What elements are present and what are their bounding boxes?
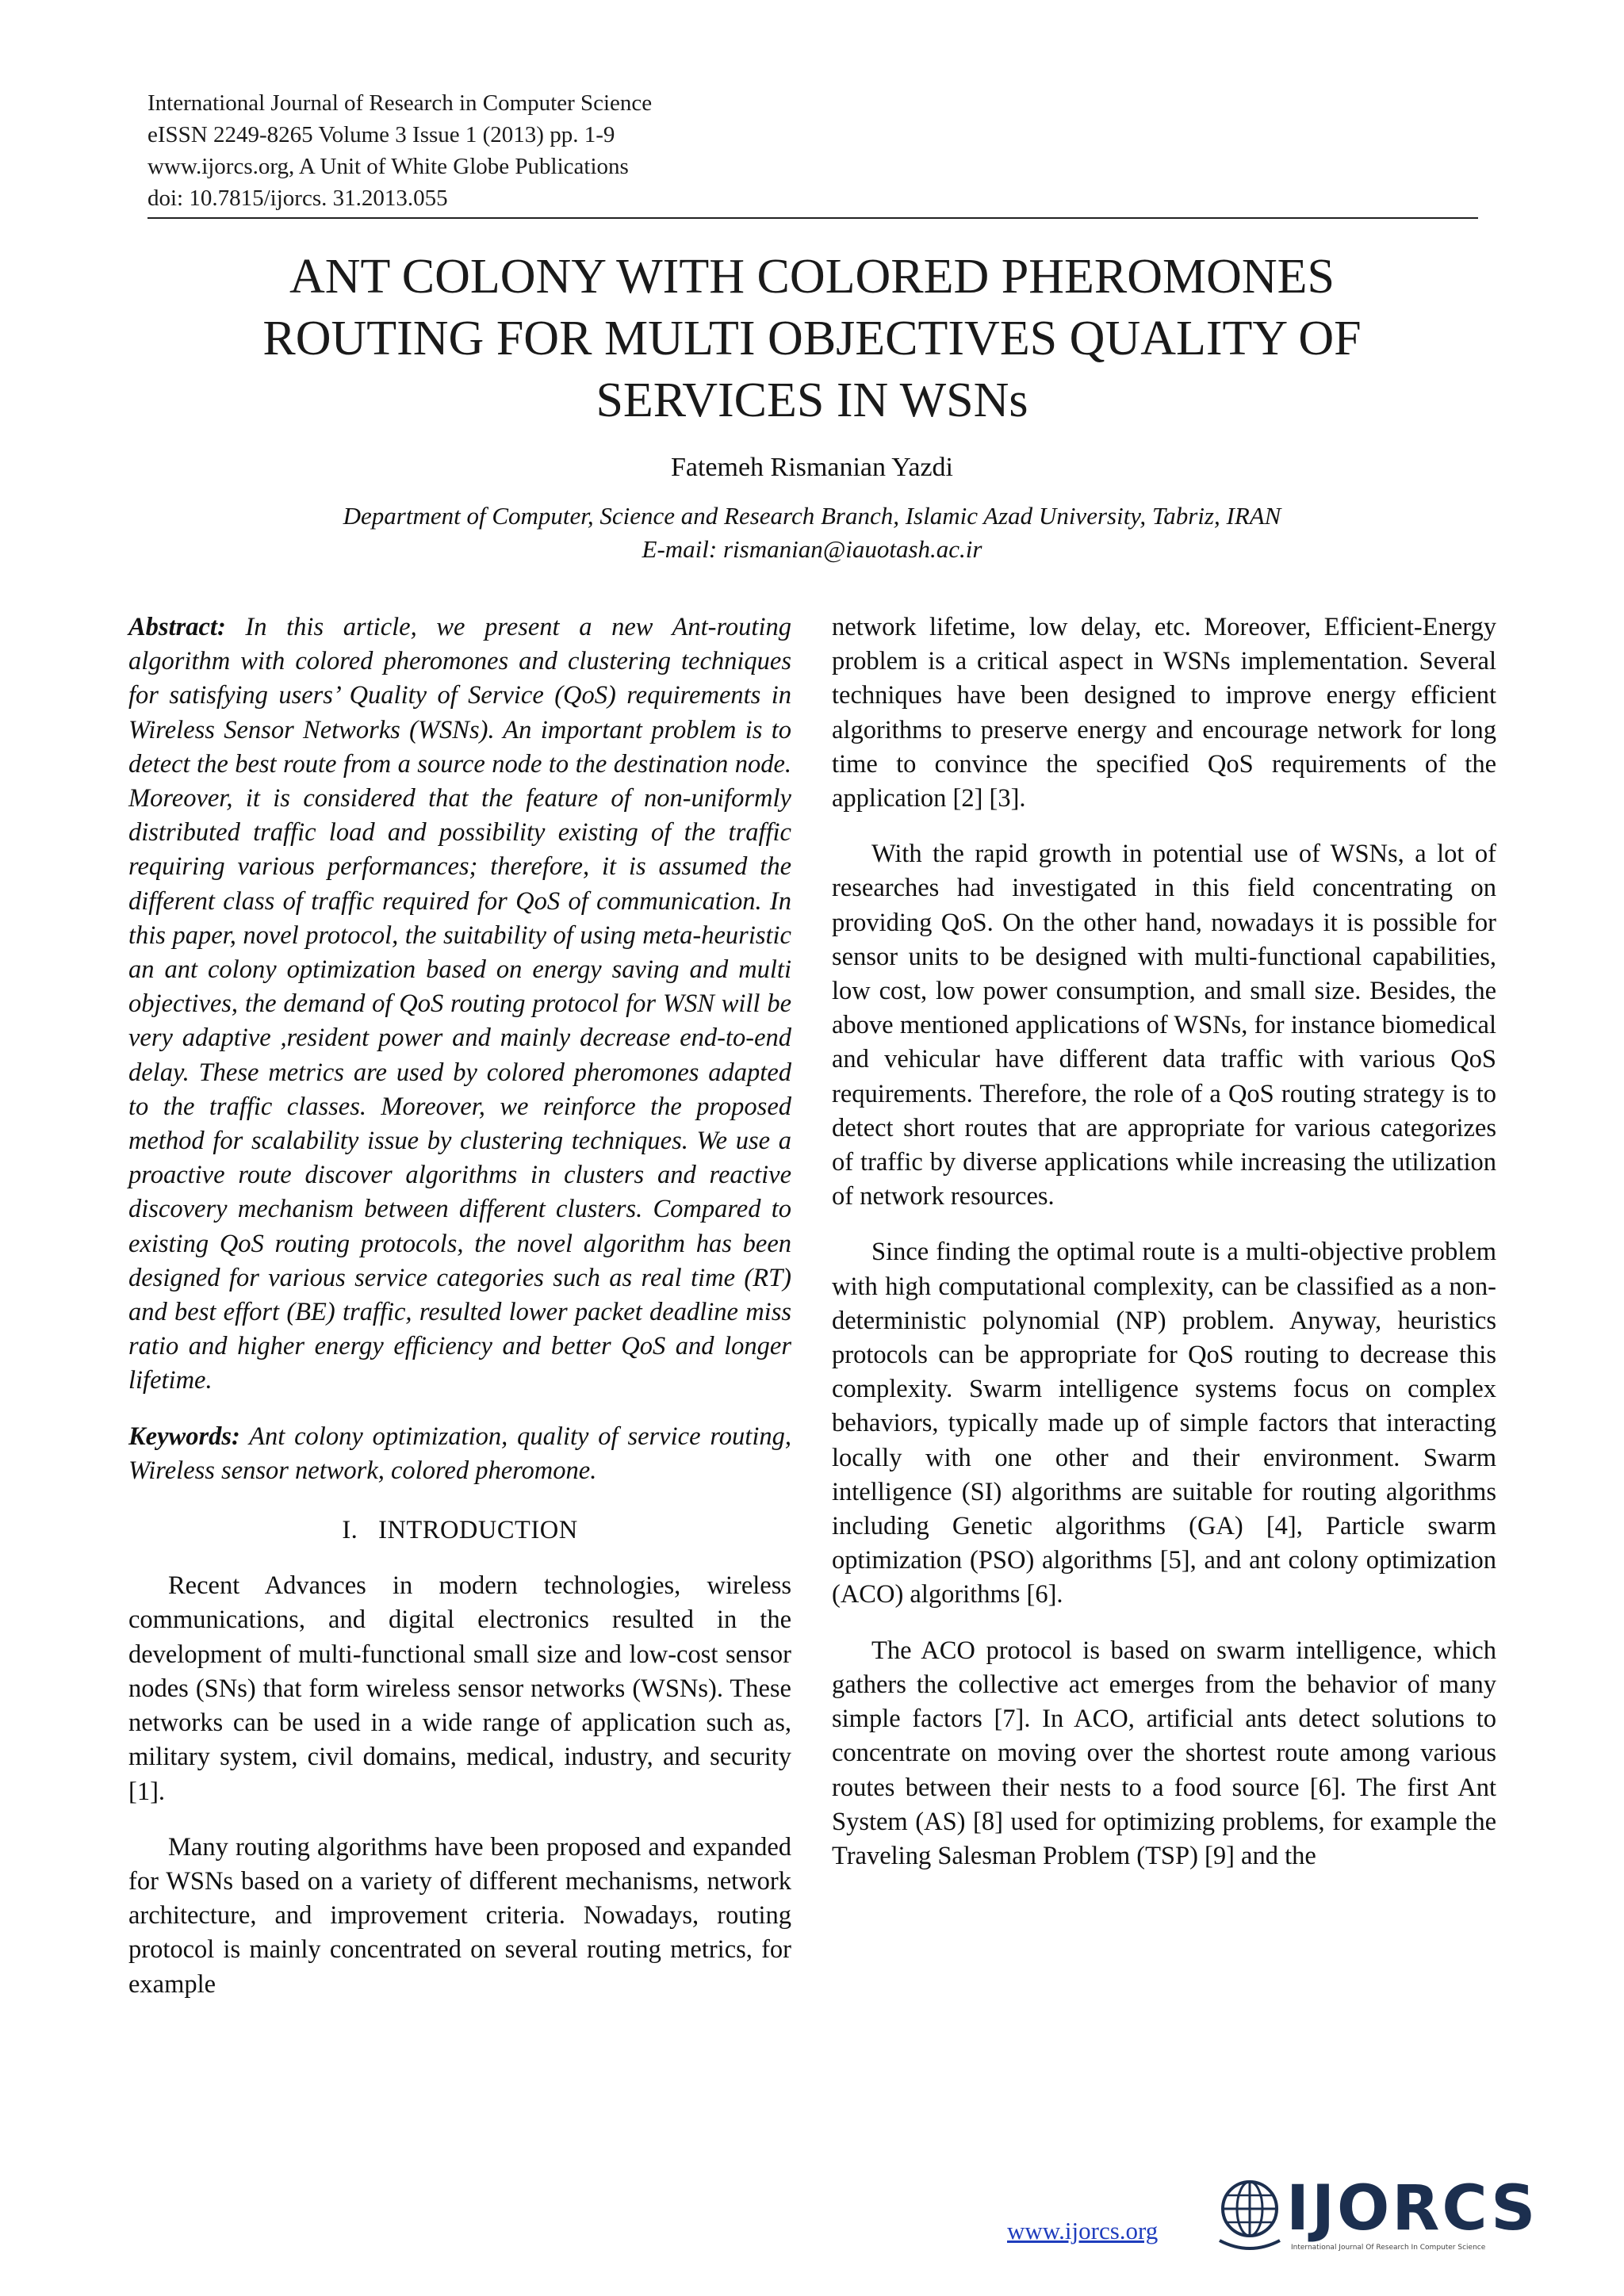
section-heading: I. INTRODUCTION xyxy=(342,1516,578,1545)
journal-header xyxy=(147,87,1496,214)
journal-name: International Journal of Research in Computer Science xyxy=(147,90,653,116)
keywords-text: Ant colony optimization, quality of service routing, Wireless sensor network, colored pheromone. xyxy=(128,1422,791,1485)
abstract xyxy=(128,610,791,1399)
body-paragraph: Many routing algorithms have been proposed and expanded for WSNs based on a variety of different mechanisms, network architecture, and improvement criteria. Nowadays, routing protocol is mainly concentrated on several routing metrics, for example xyxy=(128,1832,791,1999)
logo-subtitle: International Journal Of Research In Computer Science xyxy=(1291,2244,1486,2252)
affiliation-line: Department of Computer, Science and Research Branch, Islamic Azad University, Tabriz, IRAN xyxy=(343,502,1281,530)
left-column xyxy=(128,610,791,2002)
body-paragraph: Recent Advances in modern technologies, wireless communications, and digital electronics resulted in the development of multi-functional small size and low-cost sensor nodes (SNs) that form wireless sensor networks (WSNs). These networks can be used in a wide range of application such as, military system, civil domains, medical, industry, and security [1]. xyxy=(128,1571,791,1806)
logo-wordmark: IJORCS xyxy=(1286,2173,1538,2244)
journal-issn: eISSN 2249-8265 Volume 3 Issue 1 (2013) pp. 1-9 xyxy=(147,122,615,147)
body-paragraph: With the rapid growth in potential use of WSNs, a lot of researches had investigated in this field concentrating on providing QoS. On the other hand, nowadays it is possible for sensor units to be designed with multi-functional capabilities, low cost, low power consumption, and small size. Besides, the above mentioned applications of WSNs, for instance biomedical and vehicular have different data traffic with various QoS requirements. Therefore, the role of a QoS routing strategy is to detect short routes that are appropriate for various categorizes of traffic by diverse applications while increasing the utilization of network resources. xyxy=(832,840,1496,1211)
body-paragraph: The ACO protocol is based on swarm intelligence, which gathers the collective act emerges from the behavior of many simple factors [7]. In ACO, artificial ants detect solutions to concentrate on moving over the shortest route among various routes between their nests to a food source [6]. The first Ant System (AS) [8] used for optimizing problems, for example the Traveling Salesman Problem (TSP) [9] and the xyxy=(832,1636,1496,1870)
globe-icon xyxy=(1215,2171,1285,2258)
journal-doi: doi: 10.7815/ijorcs. 31.2013.055 xyxy=(147,186,448,211)
right-column xyxy=(832,610,1496,1873)
keywords-label: Keywords: xyxy=(128,1422,240,1451)
keywords xyxy=(128,1420,791,1488)
author-email: E-mail: rismanian@iauotash.ac.ir xyxy=(642,535,982,563)
body-paragraph: network lifetime, low delay, etc. Moreover, Efficient-Energy problem is a critical aspect in WSNs implementation. Several techniques have been designed to improve energy efficient algorithms to preserve energy and encourage network for long time to convince the specified QoS requirements of the application [2] [3]. xyxy=(832,613,1496,813)
author-affiliation xyxy=(159,499,1465,566)
abstract-label: Abstract: xyxy=(128,613,226,641)
author-name: Fatemeh Rismanian Yazdi xyxy=(670,453,954,482)
abstract-text: In this article, we present a new Ant-routing algorithm with colored pheromones and clustering techniques for satisfying users’ Quality of Service (QoS) requirements in Wireless Sensor Networks (WSNs). An important problem is to detect the best route from a source node to the destination node. Moreover, it is considered that the feature of non-uniformly distributed traffic load and possibility existing of the traffic requiring various performances; therefore, it is assumed the different class of traffic required for QoS of communication. In this paper, novel protocol, the suitability of using meta-heuristic an ant colony optimization based on energy saving and multi objectives, the demand of QoS routing protocol for WSN will be very adaptive ,resident power and mainly decrease end-to-end delay. These metrics are used by colored pheromones adapted to the traffic classes. Moreover, we reinforce the proposed method for scalability issue by clustering techniques. We use a proactive route discover algorithms in clusters and reactive discovery mechanism between different clusters. Compared to existing QoS routing protocols, the novel algorithm has been designed for various service categories such as real time (RT) and best effort (BE) traffic, resulted lower packet deadline miss ratio and higher energy efficiency and better QoS and longer lifetime. xyxy=(128,613,791,1395)
paper-title xyxy=(159,246,1465,431)
title-line: ROUTING FOR MULTI OBJECTIVES QUALITY OF xyxy=(262,312,1362,365)
body-paragraph: Since finding the optimal route is a multi-objective problem with high computational complexity, can be classified as a non-deterministic polynomial (NP) problem. Anyway, heuristics protocols can be appropriate for QoS routing to decrease this complexity. Swarm intelligence systems focus on complex behaviors, typically made up of simple factors that interacting locally with one other and their environment. Swarm intelligence (SI) algorithms are suitable for routing algorithms including Genetic algorithms (GA) [4], Particle swarm optimization (PSO) algorithms [5], and ant colony optimization (ACO) algorithms [6]. xyxy=(832,1238,1496,1609)
ijorcs-logo xyxy=(1215,2171,1538,2266)
title-line: ANT COLONY WITH COLORED PHEROMONES xyxy=(289,250,1335,304)
header-divider xyxy=(147,217,1478,219)
page-footer xyxy=(1007,2156,1538,2275)
title-line: SERVICES IN WSNs xyxy=(596,373,1028,427)
journal-website-link[interactable]: www.ijorcs.org xyxy=(1007,2217,1159,2244)
journal-website: www.ijorcs.org, A Unit of White Globe Publications xyxy=(147,154,629,179)
